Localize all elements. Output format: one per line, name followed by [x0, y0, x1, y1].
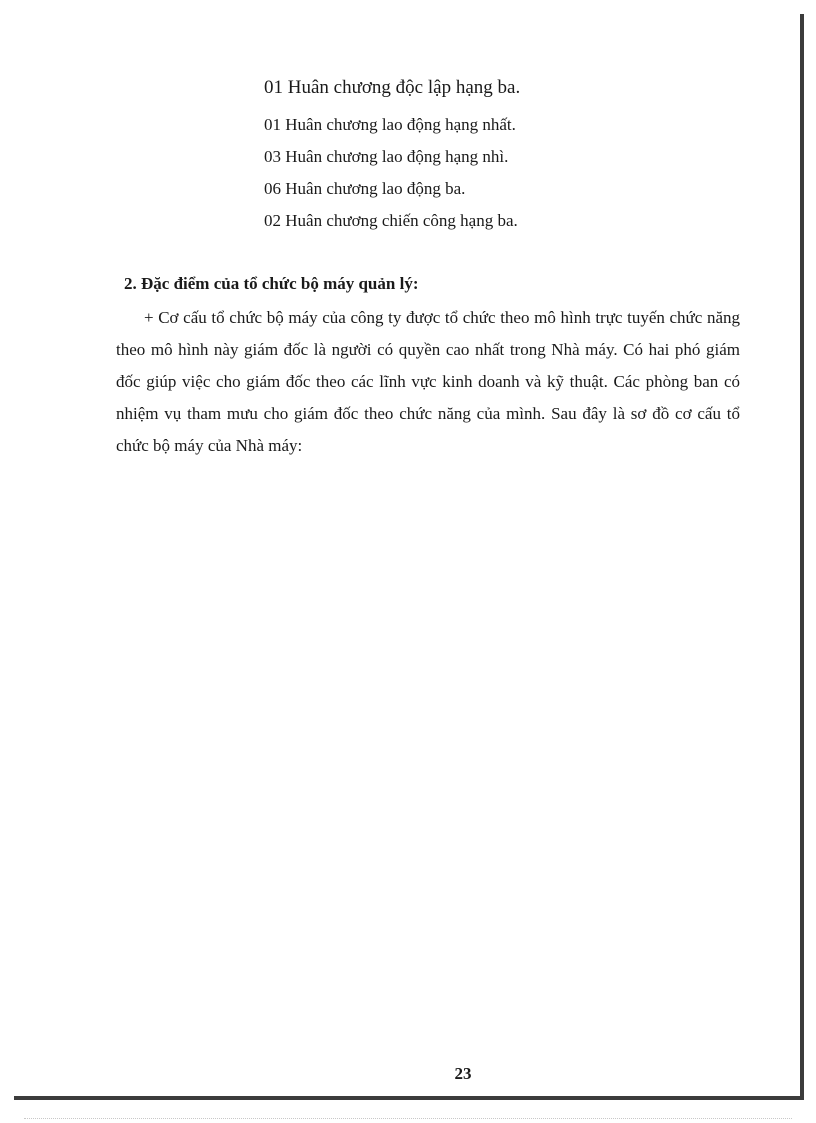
section-heading: 2. Đặc điểm của tổ chức bộ máy quản lý:: [124, 274, 419, 293]
award-item: 01 Huân chương lao động hạng nhất.: [264, 115, 516, 134]
body-paragraph: + Cơ cấu tổ chức bộ máy của công ty được tổ chức theo mô hình trực tuyến chức năng theo mô hình này giám đốc là người có quyền cao nhất trong Nhà máy. Có hai phó giám đốc giúp việc cho giám đốc theo các lĩnh vực kinh doanh và kỹ thuật. Các phòng ban có nhiệm vụ tham mưu cho giám đốc theo chức năng của mình. Sau đây là sơ đồ cơ cấu tổ chức bộ máy của Nhà máy:: [116, 308, 740, 455]
page-border-bottom: [14, 1096, 804, 1100]
award-item: 03 Huân chương lao động hạng nhì.: [264, 147, 509, 166]
page-number: 23: [454, 1064, 472, 1083]
award-item: 06 Huân chương lao động ba.: [264, 179, 466, 198]
award-item: 02 Huân chương chiến công hạng ba.: [264, 211, 518, 230]
page-border-right: [800, 14, 804, 1096]
page-edge-dotted: [24, 1118, 792, 1119]
award-item: 01 Huân chương độc lập hạng ba.: [264, 77, 521, 98]
